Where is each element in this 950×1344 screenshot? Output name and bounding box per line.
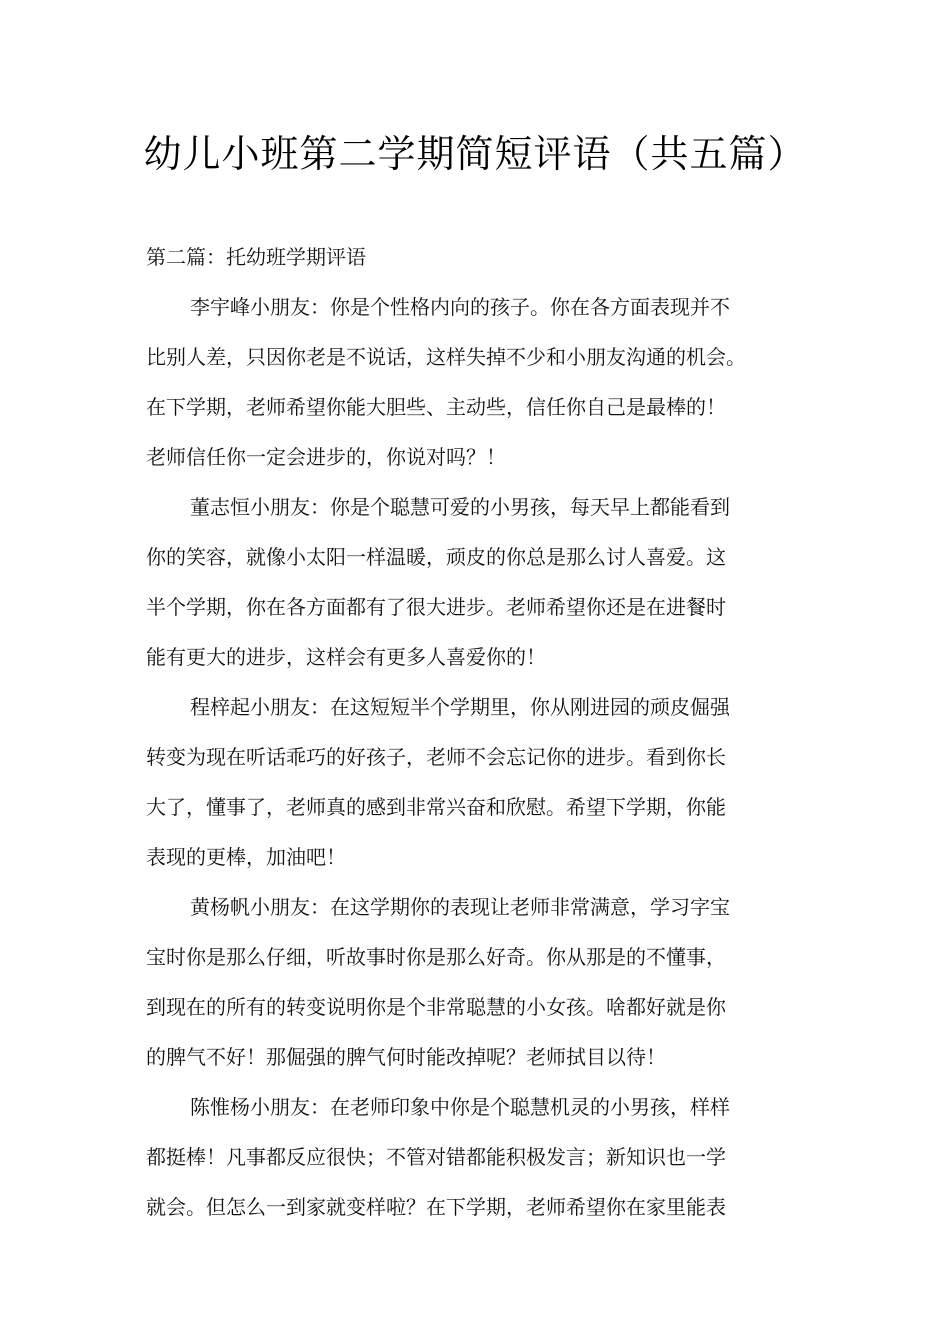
paragraph-line: 黄杨帆小朋友：在这学期你的表现让老师非常满意，学习字宝 (190, 895, 730, 919)
paragraph-line: 都挺棒！凡事都反应很快；不管对错都能积极发言；新知识也一学 (146, 1145, 726, 1169)
paragraph-line: 董志恒小朋友：你是个聪慧可爱的小男孩，每天早上都能看到 (190, 495, 730, 519)
paragraph-line: 到现在的所有的转变说明你是个非常聪慧的小女孩。啥都好就是你 (146, 995, 726, 1019)
paragraph-line: 比别人差，只因你老是不说话，这样失掉不少和小朋友沟通的机会。 (146, 345, 746, 369)
paragraph-line: 陈惟杨小朋友：在老师印象中你是个聪慧机灵的小男孩，样样 (190, 1095, 730, 1119)
paragraph-line: 宝时你是那么仔细，听故事时你是那么好奇。你从那是的不懂事， (146, 945, 726, 969)
paragraph-line: 表现的更棒，加油吧！ (146, 845, 346, 869)
document-body (146, 232, 816, 1232)
paragraph-line: 老师信任你一定会进步的，你说对吗？！ (146, 445, 506, 469)
paragraph-li-yufeng (146, 282, 816, 482)
section-heading: 第二篇：托幼班学期评语 (146, 245, 366, 269)
paragraph-chen-weiyang (146, 1082, 816, 1232)
paragraph-dong-zhiheng (146, 482, 816, 682)
paragraph-line: 就会。但怎么一到家就变样啦？在下学期，老师希望你在家里能表 (146, 1195, 726, 1219)
paragraph-line: 你的笑容，就像小太阳一样温暖，顽皮的你总是那么讨人喜爱。这 (146, 545, 726, 569)
paragraph-line: 大了，懂事了，老师真的感到非常兴奋和欣慰。希望下学期，你能 (146, 795, 726, 819)
paragraph-line: 程梓起小朋友：在这短短半个学期里，你从刚进园的顽皮倔强 (190, 695, 730, 719)
paragraph-line: 的脾气不好！那倔强的脾气何时能改掉呢？老师拭目以待！ (146, 1045, 666, 1069)
paragraph-huang-yangfan (146, 882, 816, 1082)
paragraph-line: 李宇峰小朋友：你是个性格内向的孩子。你在各方面表现并不 (190, 295, 730, 319)
paragraph-cheng-ziqi (146, 682, 816, 882)
paragraph-line: 在下学期，老师希望你能大胆些、主动些，信任你自己是最棒的！ (146, 395, 726, 419)
paragraph-line: 转变为现在听话乖巧的好孩子，老师不会忘记你的进步。看到你长 (146, 745, 726, 769)
paragraph-line: 半个学期，你在各方面都有了很大进步。老师希望你还是在进餐时 (146, 595, 726, 619)
document-title: 幼儿小班第二学期简短评语（共五篇） (143, 132, 807, 176)
paragraph-line: 能有更大的进步，这样会有更多人喜爱你的！ (146, 645, 546, 669)
